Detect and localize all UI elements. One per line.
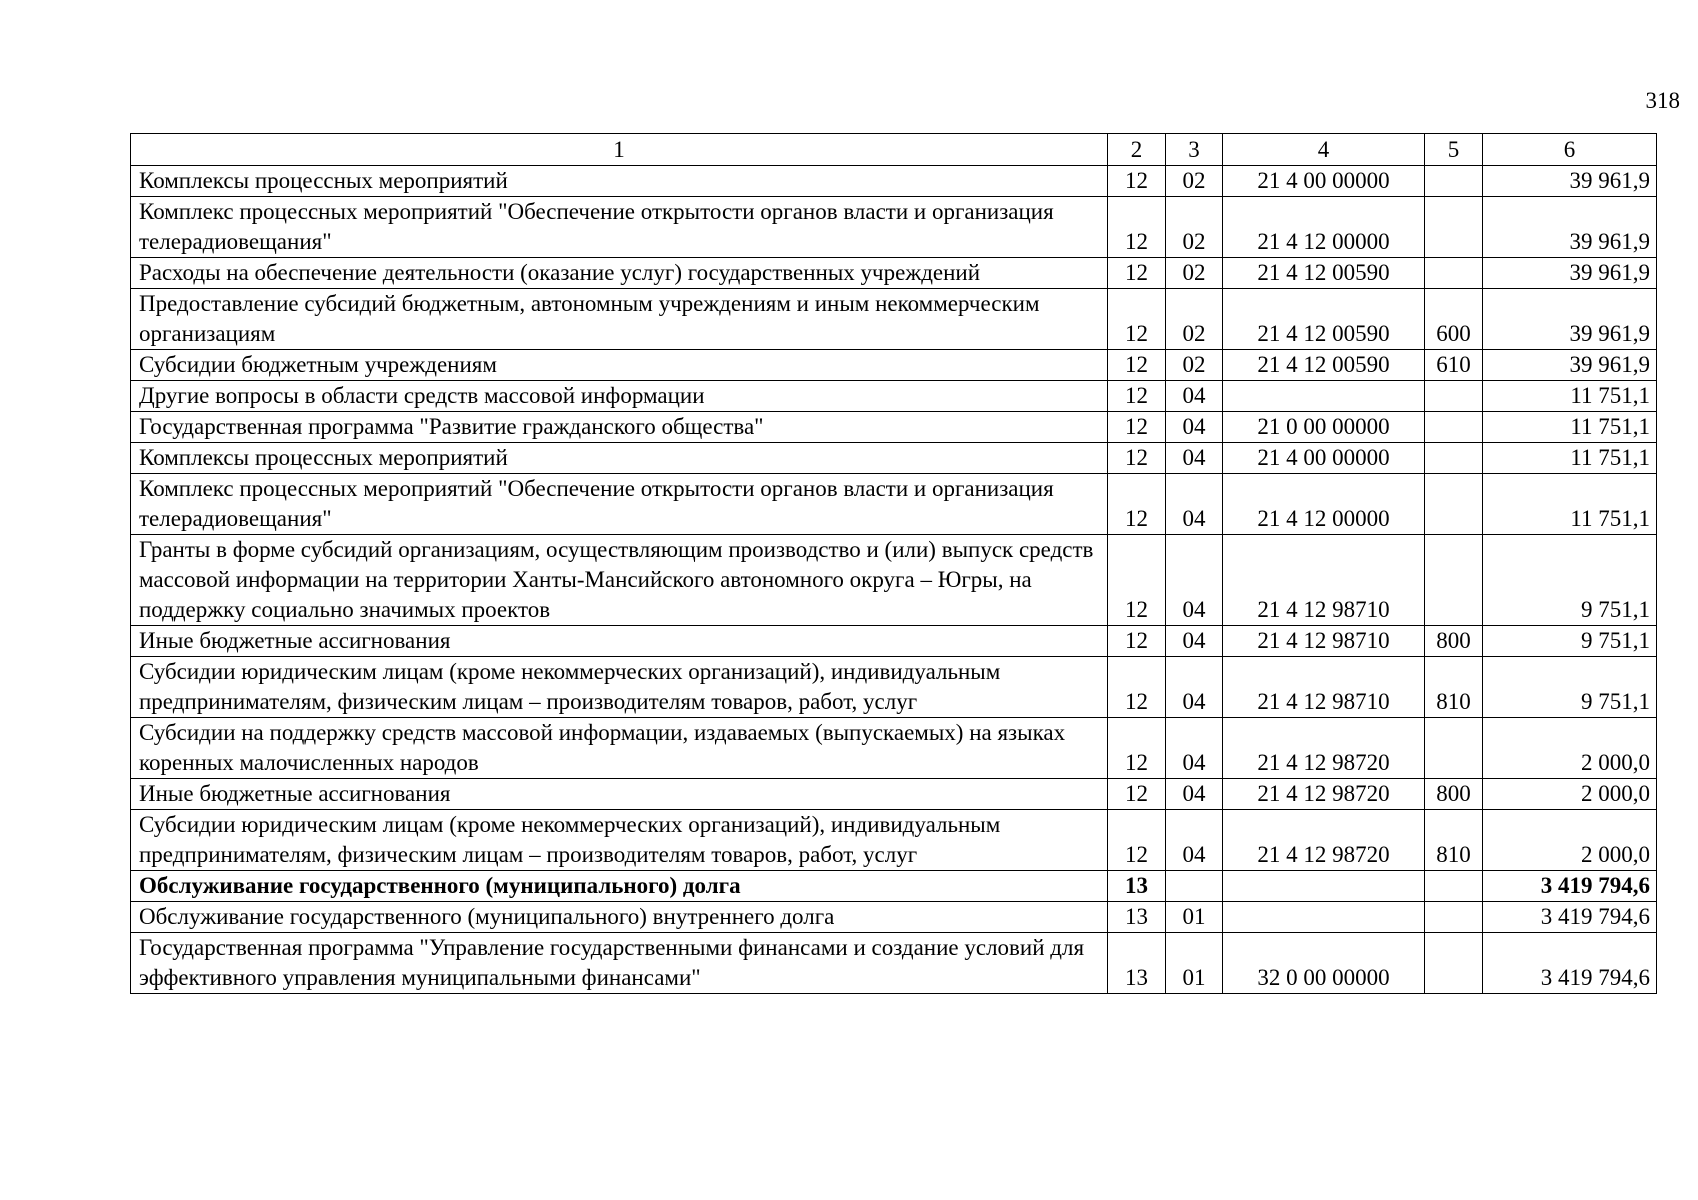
row-sum-cell: 2 000,0: [1483, 718, 1657, 779]
row-target-article-cell: 21 4 12 00000: [1223, 474, 1425, 535]
row-name-cell: Другие вопросы в области средств массовой информации: [131, 381, 1108, 412]
row-subsection-cell: 02: [1166, 289, 1223, 350]
row-name-cell: Комплекс процессных мероприятий "Обеспечение открытости органов власти и организация телерадиовещания": [131, 474, 1108, 535]
row-name-cell: Обслуживание государственного (муниципального) долга: [131, 871, 1108, 902]
table-row: [131, 718, 1657, 779]
table-row: [131, 443, 1657, 474]
column-header-subsection: 3: [1166, 134, 1223, 166]
row-section-cell: 12: [1108, 289, 1166, 350]
row-expense-type-cell: [1425, 474, 1483, 535]
row-expense-type-cell: [1425, 412, 1483, 443]
row-expense-type-cell: [1425, 166, 1483, 197]
row-subsection-cell: 01: [1166, 933, 1223, 994]
table-row: [131, 166, 1657, 197]
row-sum-cell: 2 000,0: [1483, 779, 1657, 810]
table-row: [131, 258, 1657, 289]
row-target-article-cell: 21 4 12 98720: [1223, 810, 1425, 871]
row-expense-type-cell: 800: [1425, 626, 1483, 657]
row-section-cell: 12: [1108, 381, 1166, 412]
row-subsection-cell: 02: [1166, 350, 1223, 381]
row-name-cell: Государственная программа "Развитие гражданского общества": [131, 412, 1108, 443]
row-sum-cell: 11 751,1: [1483, 474, 1657, 535]
table-row: [131, 412, 1657, 443]
row-section-cell: 12: [1108, 779, 1166, 810]
row-name-cell: Обслуживание государственного (муниципального) внутреннего долга: [131, 902, 1108, 933]
row-subsection-cell: 02: [1166, 197, 1223, 258]
table-header: [131, 134, 1657, 166]
row-name-cell: Предоставление субсидий бюджетным, автономным учреждениям и иным некоммерческим организациям: [131, 289, 1108, 350]
row-section-cell: 12: [1108, 166, 1166, 197]
row-section-cell: 12: [1108, 350, 1166, 381]
row-target-article-cell: 21 4 12 98710: [1223, 535, 1425, 626]
row-sum-cell: 39 961,9: [1483, 197, 1657, 258]
table-row: [131, 289, 1657, 350]
row-target-article-cell: [1223, 381, 1425, 412]
page-number: 318: [1645, 88, 1680, 113]
row-target-article-cell: 21 4 12 98720: [1223, 718, 1425, 779]
row-section-cell: 12: [1108, 197, 1166, 258]
table-row: [131, 933, 1657, 994]
row-subsection-cell: [1166, 871, 1223, 902]
row-expense-type-cell: [1425, 871, 1483, 902]
row-subsection-cell: 04: [1166, 657, 1223, 718]
row-expense-type-cell: [1425, 535, 1483, 626]
table-body: [131, 166, 1657, 994]
row-subsection-cell: 02: [1166, 166, 1223, 197]
row-sum-cell: 11 751,1: [1483, 443, 1657, 474]
row-subsection-cell: 04: [1166, 381, 1223, 412]
row-name-cell: Комплексы процессных мероприятий: [131, 443, 1108, 474]
row-section-cell: 12: [1108, 443, 1166, 474]
table-row: [131, 350, 1657, 381]
row-expense-type-cell: [1425, 718, 1483, 779]
row-sum-cell: 3 419 794,6: [1483, 933, 1657, 994]
row-sum-cell: 3 419 794,6: [1483, 902, 1657, 933]
row-name-cell: Иные бюджетные ассигнования: [131, 626, 1108, 657]
row-expense-type-cell: 610: [1425, 350, 1483, 381]
row-subsection-cell: 04: [1166, 412, 1223, 443]
row-expense-type-cell: [1425, 902, 1483, 933]
table-row: [131, 779, 1657, 810]
table-row: [131, 474, 1657, 535]
row-target-article-cell: 21 0 00 00000: [1223, 412, 1425, 443]
row-target-article-cell: 21 4 12 00590: [1223, 350, 1425, 381]
row-sum-cell: 9 751,1: [1483, 657, 1657, 718]
header-row: [131, 134, 1657, 166]
table-row: [131, 197, 1657, 258]
table-row: [131, 535, 1657, 626]
row-sum-cell: 39 961,9: [1483, 289, 1657, 350]
row-section-cell: 13: [1108, 902, 1166, 933]
row-target-article-cell: 21 4 12 98710: [1223, 626, 1425, 657]
column-header-name: 1: [131, 134, 1108, 166]
row-name-cell: Гранты в форме субсидий организациям, осуществляющим производство и (или) выпуск средств массовой информации на территории Ханты-Мансийского автономного округа – Югры, на поддержку социально значимых проектов: [131, 535, 1108, 626]
row-subsection-cell: 04: [1166, 626, 1223, 657]
row-sum-cell: 9 751,1: [1483, 535, 1657, 626]
row-sum-cell: 2 000,0: [1483, 810, 1657, 871]
row-subsection-cell: 02: [1166, 258, 1223, 289]
row-expense-type-cell: [1425, 197, 1483, 258]
row-name-cell: Субсидии бюджетным учреждениям: [131, 350, 1108, 381]
table-row: [131, 381, 1657, 412]
row-section-cell: 12: [1108, 474, 1166, 535]
row-target-article-cell: [1223, 871, 1425, 902]
row-section-cell: 12: [1108, 810, 1166, 871]
row-sum-cell: 11 751,1: [1483, 381, 1657, 412]
row-sum-cell: 39 961,9: [1483, 350, 1657, 381]
column-header-section: 2: [1108, 134, 1166, 166]
row-target-article-cell: [1223, 902, 1425, 933]
table-row: [131, 626, 1657, 657]
row-name-cell: Субсидии на поддержку средств массовой информации, издаваемых (выпускаемых) на языках коренных малочисленных народов: [131, 718, 1108, 779]
row-sum-cell: 9 751,1: [1483, 626, 1657, 657]
row-section-cell: 13: [1108, 933, 1166, 994]
row-target-article-cell: 21 4 12 00000: [1223, 197, 1425, 258]
row-subsection-cell: 04: [1166, 474, 1223, 535]
row-expense-type-cell: [1425, 381, 1483, 412]
row-name-cell: Иные бюджетные ассигнования: [131, 779, 1108, 810]
row-name-cell: Субсидии юридическим лицам (кроме некоммерческих организаций), индивидуальным предпринимателям, физическим лицам – производителям товаров, работ, услуг: [131, 657, 1108, 718]
table-row: [131, 871, 1657, 902]
row-section-cell: 12: [1108, 412, 1166, 443]
row-subsection-cell: 04: [1166, 535, 1223, 626]
row-target-article-cell: 21 4 12 00590: [1223, 258, 1425, 289]
row-target-article-cell: 21 4 12 98710: [1223, 657, 1425, 718]
row-section-cell: 12: [1108, 657, 1166, 718]
row-section-cell: 12: [1108, 258, 1166, 289]
row-expense-type-cell: [1425, 258, 1483, 289]
row-expense-type-cell: [1425, 443, 1483, 474]
row-section-cell: 12: [1108, 535, 1166, 626]
row-sum-cell: 39 961,9: [1483, 258, 1657, 289]
column-header-expense-type: 5: [1425, 134, 1483, 166]
row-name-cell: Комплекс процессных мероприятий "Обеспечение открытости органов власти и организация телерадиовещания": [131, 197, 1108, 258]
row-subsection-cell: 01: [1166, 902, 1223, 933]
row-sum-cell: 39 961,9: [1483, 166, 1657, 197]
row-expense-type-cell: [1425, 933, 1483, 994]
table-row: [131, 902, 1657, 933]
row-subsection-cell: 04: [1166, 810, 1223, 871]
column-header-target-article: 4: [1223, 134, 1425, 166]
row-section-cell: 13: [1108, 871, 1166, 902]
row-name-cell: Субсидии юридическим лицам (кроме некоммерческих организаций), индивидуальным предпринимателям, физическим лицам – производителям товаров, работ, услуг: [131, 810, 1108, 871]
row-name-cell: Комплексы процессных мероприятий: [131, 166, 1108, 197]
row-expense-type-cell: 600: [1425, 289, 1483, 350]
row-expense-type-cell: 810: [1425, 810, 1483, 871]
row-expense-type-cell: 800: [1425, 779, 1483, 810]
row-sum-cell: 3 419 794,6: [1483, 871, 1657, 902]
row-subsection-cell: 04: [1166, 718, 1223, 779]
row-target-article-cell: 21 4 00 00000: [1223, 443, 1425, 474]
row-target-article-cell: 21 4 00 00000: [1223, 166, 1425, 197]
row-expense-type-cell: 810: [1425, 657, 1483, 718]
budget-table: [130, 133, 1657, 994]
row-subsection-cell: 04: [1166, 779, 1223, 810]
table-row: [131, 657, 1657, 718]
column-header-sum: 6: [1483, 134, 1657, 166]
row-sum-cell: 11 751,1: [1483, 412, 1657, 443]
row-section-cell: 12: [1108, 626, 1166, 657]
table-row: [131, 810, 1657, 871]
row-section-cell: 12: [1108, 718, 1166, 779]
row-name-cell: Расходы на обеспечение деятельности (оказание услуг) государственных учреждений: [131, 258, 1108, 289]
row-target-article-cell: 21 4 12 00590: [1223, 289, 1425, 350]
row-target-article-cell: 32 0 00 00000: [1223, 933, 1425, 994]
row-subsection-cell: 04: [1166, 443, 1223, 474]
row-name-cell: Государственная программа "Управление государственными финансами и создание условий для эффективного управления муниципальными финансами": [131, 933, 1108, 994]
row-target-article-cell: 21 4 12 98720: [1223, 779, 1425, 810]
